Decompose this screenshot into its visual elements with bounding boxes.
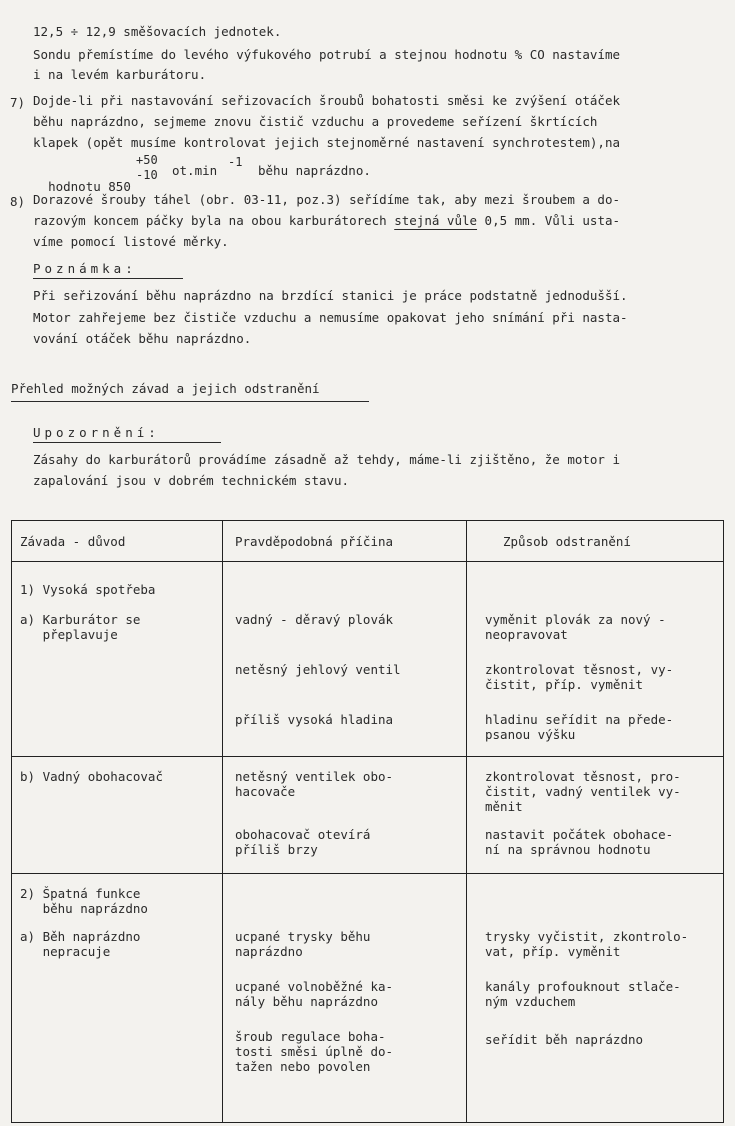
cause-item: vadný - děravý plovák: [235, 612, 394, 627]
underlined-phrase: stejná vůle: [394, 213, 478, 228]
text-line: Zásahy do karburátorů provádíme zásadně až tehdy, máme-li zjištěno, že motor i: [33, 452, 620, 467]
fault-group-title: 1) Vysoká spotřeba: [20, 582, 156, 597]
text-line: zapalování jsou v dobrém technickém stavu.: [33, 473, 350, 488]
text-line: běhu naprázdno, sejmeme znovu čistič vzduchu a provedeme seřízení škrtících: [33, 114, 598, 129]
note-underline: [33, 278, 183, 279]
text-line: vování otáček běhu naprázdno.: [33, 331, 252, 346]
header-cause: Pravděpodobná příčina: [235, 533, 394, 549]
tolerance-minus: -10: [136, 168, 158, 182]
header-fault: Závada - důvod: [20, 533, 126, 549]
note-label: Poznámka:: [33, 261, 137, 276]
remedy-item: hladinu seřídit na přede- psanou výšku: [485, 712, 674, 742]
rpm-line: [33, 163, 131, 195]
text-line: klapek (opět musíme kontrolovat jejich stejnoměrné nastavení synchrotestem),na: [33, 135, 620, 150]
rpm-exponent: -1: [228, 155, 243, 169]
text-line: Dojde-li při nastavování seřizovacích šroubů bohatosti směsi ke zvýšení otáček: [33, 93, 620, 108]
table-row: [12, 562, 724, 757]
section-title: Přehled možných závad a jejich odstranění: [11, 381, 320, 396]
remedy-item: kanály profouknout stlače- ným vzduchem: [485, 979, 681, 1009]
cause-item: šroub regulace boha- tosti směsi úplně do- tažen nebo povolen: [235, 1029, 394, 1074]
text-line: [33, 213, 620, 229]
cause-cell: [223, 757, 467, 874]
cause-item: obohacovač otevírá příliš brzy: [235, 827, 371, 857]
fault-cell: [12, 757, 223, 874]
item-number-8: 8): [10, 194, 26, 209]
remedy-item: vyměnit plovák za nový - neopravovat: [485, 612, 666, 642]
text-line: víme pomocí listové měrky.: [33, 234, 229, 249]
remedy-cell: [467, 562, 724, 757]
section-underline: [11, 401, 369, 402]
header-remedy: Způsob odstranění: [503, 533, 631, 549]
table-row: [12, 874, 724, 1123]
text-line: Při seřizování běhu naprázdno na brzdící stanici je práce podstatně jednodušší.: [33, 288, 628, 303]
tolerance-plus: +50: [136, 153, 158, 167]
text-line: 12,5 ÷ 12,9 směšovacích jednotek.: [33, 24, 282, 39]
cause-cell: [223, 562, 467, 757]
text-line: Dorazové šrouby táhel (obr. 03-11, poz.3) seřídíme tak, aby mezi šroubem a do-: [33, 192, 620, 207]
cause-item: netěsný jehlový ventil: [235, 662, 401, 677]
remedy-item: zkontrolovat těsnost, vy- čistit, příp. vyměnit: [485, 662, 674, 692]
remedy-item: seřídit běh naprázdno: [485, 1032, 644, 1047]
text-part: razovým koncem páčky byla na obou karburátorech: [33, 213, 395, 228]
remedy-item: nastavit počátek obohace- ní na správnou hodnotu: [485, 827, 674, 857]
rpm-unit: ot.min: [172, 163, 218, 178]
warning-underline: [33, 442, 221, 443]
cause-item: příliš vysoká hladina: [235, 712, 394, 727]
remedy-cell: [467, 874, 724, 1123]
text-line: běhu naprázdno.: [258, 163, 371, 178]
item-number-7: 7): [10, 95, 26, 110]
cause-item: ucpané trysky běhu naprázdno: [235, 929, 371, 959]
table-row: [12, 757, 724, 874]
cause-item: ucpané volnoběžné ka- nály běhu naprázdno: [235, 979, 394, 1009]
text-part: 0,5 mm. Vůli usta-: [477, 213, 621, 228]
fault-table: [11, 520, 724, 1123]
fault-cell: [12, 874, 223, 1123]
header-cell: [223, 521, 467, 562]
fault-group-title: 2) Špatná funkce běhu naprázdno: [20, 886, 148, 916]
remedy-item: trysky vyčistit, zkontrolo- vat, příp. vyměnit: [485, 929, 689, 959]
fault-item: a) Karburátor se přeplavuje: [20, 612, 141, 642]
table-header-row: [12, 521, 724, 562]
warning-label: Upozornění:: [33, 425, 160, 440]
fault-item: a) Běh naprázdno nepracuje: [20, 929, 141, 959]
text-line: i na levém karburátoru.: [33, 67, 207, 82]
remedy-cell: [467, 757, 724, 874]
cause-item: netěsný ventilek obo- hacovače: [235, 769, 394, 799]
rpm-label: hodnotu 850: [48, 179, 131, 194]
cause-cell: [223, 874, 467, 1123]
fault-item: b) Vadný obohacovač: [20, 769, 163, 784]
remedy-item: zkontrolovat těsnost, pro- čistit, vadný ventilek vy- měnit: [485, 769, 681, 814]
text-line: Motor zahřejeme bez čističe vzduchu a nemusíme opakovat jeho snímání při nasta-: [33, 310, 628, 325]
text-line: Sondu přemístíme do levého výfukového potrubí a stejnou hodnotu % CO nastavíme: [33, 47, 620, 62]
header-cell: [12, 521, 223, 562]
fault-cell: [12, 562, 223, 757]
header-cell: [467, 521, 724, 562]
